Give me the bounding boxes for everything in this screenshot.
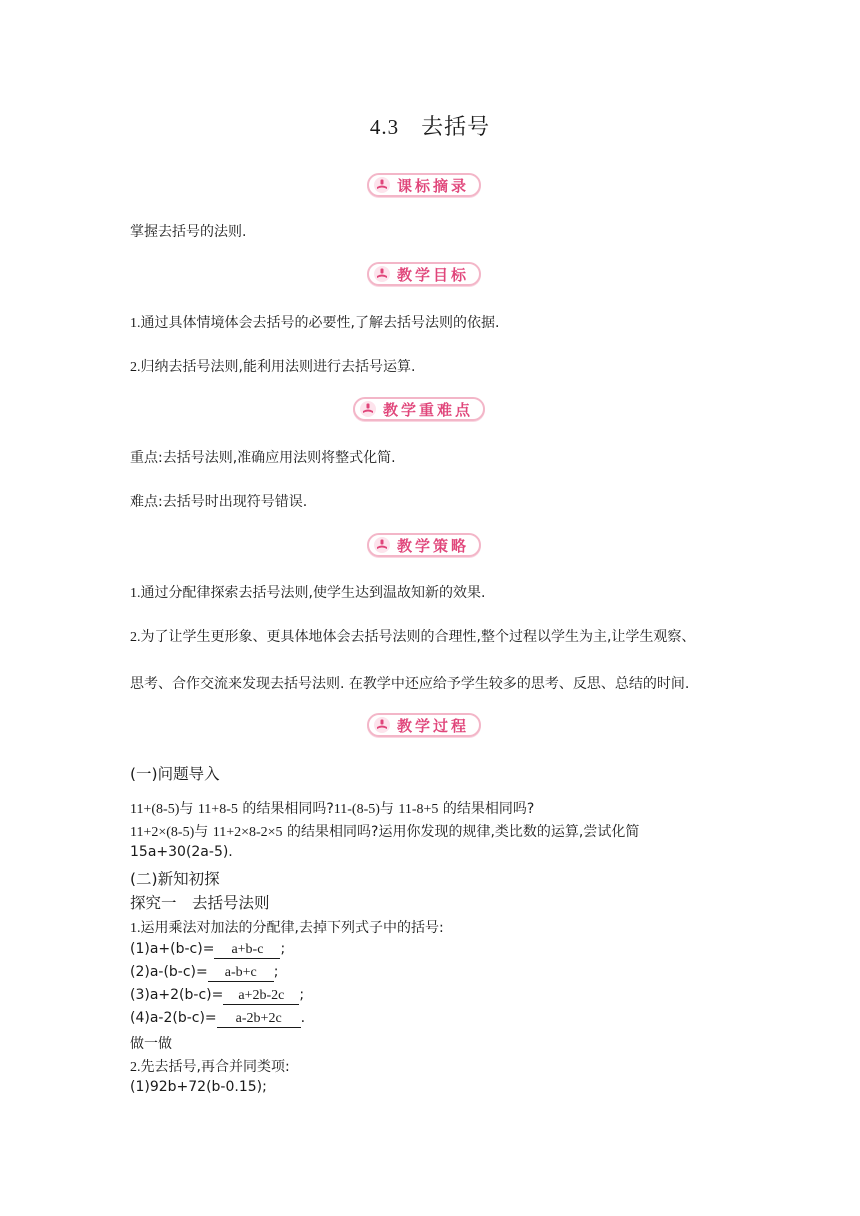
abstract-text: 掌握去括号的法则. [130,224,247,240]
book-icon [373,536,391,554]
answer-blank: a-2b+2c [217,1011,301,1028]
exercise-item: (2)a-(b-c)= a-b+c ; [130,964,279,980]
badge-label: 教学重难点 [383,400,474,419]
goal-2: 2.归纳去括号法则,能利用法则进行去括号运算. [130,359,416,375]
section-number: 4.3 [369,115,400,139]
explore-heading: 探究一 去括号法则 [130,894,270,912]
exercise-item: (3)a+2(b-c)= a+2b-2c ; [130,987,305,1003]
book-icon [373,176,391,194]
question-2: 11+2×(8-5)与 11+2×8-2×5 的结果相同吗?运用你发现的规律,类比数的运算,尝试化简 [130,824,640,840]
book-icon [373,716,391,734]
badge-process [367,713,481,737]
badge-goals [367,262,481,286]
part1-heading: (一)问题导入 [130,765,220,783]
page-title [0,110,860,141]
answer-blank: a-b+c [208,965,274,982]
answer-blank: a+b-c [214,942,280,959]
book-icon [373,265,391,283]
goal-1: 1.通过具体情境体会去括号的必要性,了解去括号法则的依据. [130,315,500,331]
exercise-2-item-1: (1)92b+72(b-0.15); [130,1079,267,1095]
badge-label: 教学过程 [397,716,470,735]
strategy-1: 1.通过分配律探索去括号法则,使学生达到温故知新的效果. [130,585,486,601]
question-1: 11+(8-5)与 11+8-5 的结果相同吗?11-(8-5)与 11-8+5 的结果相同吗? [130,801,535,817]
answer-blank: a+2b-2c [223,988,299,1005]
badge-abstract [367,173,481,197]
book-icon [359,400,377,418]
exercise-2: 2.先去括号,再合并同类项: [130,1059,290,1075]
badge-label: 教学目标 [397,265,470,284]
key-point-important: 重点:去括号法则,准确应用法则将整式化简. [130,450,396,466]
question-3: 15a+30(2a-5). [130,844,233,860]
badge-label: 教学策略 [397,536,470,555]
exercise-item: (4)a-2(b-c)= a-2b+2c . [130,1010,306,1026]
strategy-2: 2.为了让学生更形象、更具体地体会去括号法则的合理性,整个过程以学生为主,让学生观察、 [130,629,696,645]
part2-heading: (二)新知初探 [130,870,220,888]
badge-key-points [353,397,485,421]
exercise-item: (1)a+(b-c)= a+b-c ; [130,941,286,957]
key-point-difficult: 难点:去括号时出现符号错误. [130,494,308,510]
badge-strategy [367,533,481,557]
badge-label: 课标摘录 [397,176,470,195]
section-title: 去括号 [421,115,491,140]
exercise-1: 1.运用乘法对加法的分配律,去掉下列式子中的括号: [130,920,444,936]
strategy-2-cont: 思考、合作交流来发现去括号法则. 在教学中还应给予学生较多的思考、反思、总结的时间. [130,676,690,692]
try-heading: 做一做 [130,1036,172,1052]
